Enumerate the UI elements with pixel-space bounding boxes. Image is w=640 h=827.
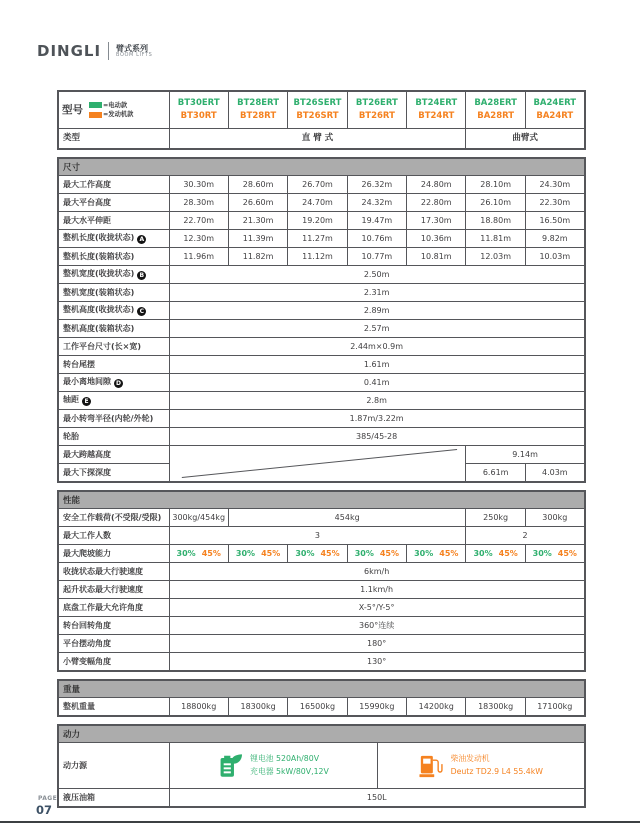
power-source-line: 充电器 5kW/80V,12V <box>250 766 329 776</box>
value-cell: 2.89m <box>169 302 585 320</box>
value-cell: 10.81m <box>407 248 466 266</box>
value-cell: 9.82m <box>525 230 584 248</box>
value-cell: 19.20m <box>288 212 347 230</box>
row-label: 整机宽度(装箱状态) <box>63 287 135 297</box>
spec-row <box>58 527 585 545</box>
value-cell: 18800kg <box>169 698 228 717</box>
spec-row <box>58 635 585 653</box>
value-cell: 22.30m <box>525 194 584 212</box>
power-source-line: 锂电池 520Ah/80V <box>250 754 320 764</box>
model-cell <box>288 91 347 129</box>
grade-electric: 30% <box>295 548 315 558</box>
value-cell: 10.77m <box>347 248 406 266</box>
row-label-cell <box>58 266 169 284</box>
row-label-cell <box>58 194 169 212</box>
spec-row <box>58 446 585 464</box>
row-label: 转台尾摆 <box>63 359 95 369</box>
footer-rule <box>0 821 640 823</box>
value-cell: 2.8m <box>169 392 585 410</box>
row-label: 安全工作载荷(不受限/受限) <box>63 512 162 522</box>
power-source-cell <box>169 743 377 789</box>
gradeability-cell <box>288 545 347 563</box>
grade-electric: 30% <box>532 548 552 558</box>
value-cell: 11.81m <box>466 230 525 248</box>
value-cell: 12.03m <box>466 248 525 266</box>
value-cell: 0.41m <box>169 374 585 392</box>
row-label-cell <box>58 338 169 356</box>
model-name-engine: BA28RT <box>477 111 515 121</box>
model-cell <box>407 91 466 129</box>
row-label: 整机高度(装箱状态) <box>63 323 135 333</box>
model-cell <box>169 91 228 129</box>
value-cell: 21.30m <box>228 212 287 230</box>
gradeability-cell <box>466 545 525 563</box>
model-name-engine: BT28RT <box>240 111 277 121</box>
value-cell: 1.1km/h <box>169 581 585 599</box>
grade-engine: 45% <box>557 548 577 558</box>
spec-row <box>58 509 585 527</box>
model-name-electric: BT30ERT <box>177 98 220 109</box>
grade-engine: 45% <box>379 548 400 558</box>
row-label-cell <box>58 527 169 545</box>
power-source-electric <box>172 753 375 778</box>
dimension-badge-E: E <box>82 397 91 406</box>
gradeability-cell <box>228 545 287 563</box>
model-name-electric: BT26ERT <box>355 98 398 109</box>
model-name-electric: BT24ERT <box>415 98 458 109</box>
row-label: 动力源 <box>63 760 87 770</box>
row-label-cell <box>58 617 169 635</box>
series-title-en: BOOM LIFTS <box>116 51 153 58</box>
grade-engine: 45% <box>498 548 518 558</box>
row-label-cell <box>58 410 169 428</box>
power-source-text <box>451 753 543 778</box>
row-label: 平台摆动角度 <box>63 638 111 648</box>
grade-engine: 45% <box>320 548 340 558</box>
grade-electric: 30% <box>414 548 434 558</box>
model-legend <box>89 102 133 118</box>
value-cell: 10.03m <box>525 248 584 266</box>
row-label: 收拢状态最大行驶速度 <box>63 566 143 576</box>
value-cell: 17100kg <box>525 698 584 717</box>
row-label-cell <box>58 509 169 527</box>
row-label-cell <box>58 230 169 248</box>
row-label: 轴距 <box>63 394 79 404</box>
row-label-cell <box>58 356 169 374</box>
value-cell: 180° <box>169 635 585 653</box>
dingli-logo: DINGLI <box>37 42 102 60</box>
value-cell: 250kg <box>466 509 525 527</box>
model-label-cell <box>58 91 169 129</box>
value-cell: 1.61m <box>169 356 585 374</box>
gradeability-cell <box>169 545 228 563</box>
row-label-cell <box>58 545 169 563</box>
dimension-badge-B: B <box>137 271 146 280</box>
row-label: 整机重量 <box>63 701 95 711</box>
row-label: 转台回转角度 <box>63 620 111 630</box>
spec-row <box>58 428 585 446</box>
grade-electric: 30% <box>354 548 374 558</box>
spec-row <box>58 284 585 302</box>
row-label: 最大水平伸距 <box>63 215 111 225</box>
section-header-row <box>58 680 585 698</box>
spec-row <box>58 356 585 374</box>
spec-row <box>58 563 585 581</box>
value-cell: 28.10m <box>466 176 525 194</box>
value-cell: 11.96m <box>169 248 228 266</box>
spec-row <box>58 743 585 789</box>
spec-row <box>58 545 585 563</box>
model-cell <box>525 91 584 129</box>
value-cell: 11.27m <box>288 230 347 248</box>
value-cell: 30.30m <box>169 176 228 194</box>
model-name-engine: BA24RT <box>536 111 574 121</box>
spec-row <box>58 653 585 672</box>
spec-row <box>58 410 585 428</box>
strikethrough-diagonal-line <box>170 446 466 481</box>
brand-header <box>37 42 152 60</box>
row-label: 最大爬坡能力 <box>63 548 111 558</box>
value-cell: 18300kg <box>466 698 525 717</box>
engine-swatch <box>89 112 102 118</box>
value-cell: 2.50m <box>169 266 585 284</box>
power-source-line: Deutz TD2.9 L4 55.4kW <box>450 766 543 776</box>
row-label: 起升状态最大行驶速度 <box>63 584 143 594</box>
value-cell: 14200kg <box>407 698 466 717</box>
model-cell <box>228 91 287 129</box>
row-label-cell <box>58 248 169 266</box>
value-cell: 12.30m <box>169 230 228 248</box>
row-label: 类型 <box>58 129 169 150</box>
model-name-electric: BA24ERT <box>533 98 577 109</box>
row-label: 底盘工作最大允许角度 <box>63 602 143 612</box>
row-label-cell <box>58 374 169 392</box>
spec-row <box>58 789 585 808</box>
value-cell: 2.31m <box>169 284 585 302</box>
boom-type-cell: 曲臂式 <box>466 129 585 150</box>
value-cell: X-5°/Y-5° <box>169 599 585 617</box>
value-cell: 9.14m <box>466 446 585 464</box>
value-cell: 385/45-28 <box>169 428 585 446</box>
value-cell: 6km/h <box>169 563 585 581</box>
grade-engine: 45% <box>201 548 221 558</box>
gradeability-cell <box>407 545 466 563</box>
spec-row <box>58 617 585 635</box>
value-cell: 22.80m <box>407 194 466 212</box>
row-label-cell <box>58 284 169 302</box>
value-cell: 18300kg <box>228 698 287 717</box>
spec-row <box>58 176 585 194</box>
row-label: 整机长度(收拢状态) <box>63 232 135 242</box>
type-row <box>58 129 585 150</box>
section-header-row <box>58 491 585 509</box>
row-label-cell <box>58 789 169 808</box>
gradeability-cell <box>525 545 584 563</box>
brand-divider <box>108 42 109 60</box>
spec-row <box>58 320 585 338</box>
dimension-badge-C: C <box>137 307 146 316</box>
value-cell: 10.36m <box>407 230 466 248</box>
spec-row <box>58 581 585 599</box>
value-cell: 26.32m <box>347 176 406 194</box>
value-cell: 1.87m/3.22m <box>169 410 585 428</box>
spec-row <box>58 194 585 212</box>
value-cell: 26.70m <box>288 176 347 194</box>
legend-label: =电动款 <box>103 101 128 109</box>
spec-tables <box>57 90 584 815</box>
boom-type-cell: 直 臂 式 <box>169 129 466 150</box>
row-label: 整机宽度(收拢状态) <box>63 268 135 278</box>
legend-item <box>89 102 133 109</box>
spec-row <box>58 230 585 248</box>
series-block <box>116 44 152 59</box>
row-label-cell <box>58 653 169 672</box>
power-source-line: 柴油发动机 <box>450 754 490 764</box>
grade-engine: 45% <box>261 548 281 558</box>
fuel-pump-icon <box>419 754 443 778</box>
row-label-cell <box>58 599 169 617</box>
value-cell: 454kg <box>228 509 466 527</box>
section-title: 动力 <box>58 725 585 743</box>
model-name-engine: BT24RT <box>418 111 455 121</box>
section-title: 性能 <box>58 491 585 509</box>
row-label-cell <box>58 392 169 410</box>
grade-electric: 30% <box>176 548 196 558</box>
section-dimensions <box>57 157 586 483</box>
section-power <box>57 724 586 808</box>
spec-row <box>58 374 585 392</box>
model-cell <box>347 91 406 129</box>
value-cell: 18.80m <box>466 212 525 230</box>
row-label: 最小离地间隙 <box>63 376 111 386</box>
model-label: 型号 <box>62 103 83 116</box>
row-label: 最大平台高度 <box>63 197 111 207</box>
power-source-text <box>250 753 329 778</box>
value-cell: 17.30m <box>407 212 466 230</box>
gradeability-cell <box>347 545 406 563</box>
row-label-cell <box>58 698 169 717</box>
value-cell: 22.70m <box>169 212 228 230</box>
row-label: 轮胎 <box>63 431 79 441</box>
value-cell: 300kg/454kg <box>169 509 228 527</box>
spec-row <box>58 266 585 284</box>
row-label: 最大跨越高度 <box>63 449 111 459</box>
row-label: 液压油箱 <box>63 792 95 802</box>
value-cell: 16.50m <box>525 212 584 230</box>
section-title: 重量 <box>58 680 585 698</box>
value-cell: 28.60m <box>228 176 287 194</box>
value-cell: 130° <box>169 653 585 672</box>
battery-leaf-icon <box>217 754 242 778</box>
row-label-cell <box>58 446 169 464</box>
row-label: 最小转弯半径(内轮/外轮) <box>63 413 154 423</box>
model-cell <box>466 91 525 129</box>
page-number: 07 <box>36 803 53 817</box>
power-source-engine <box>380 753 583 778</box>
model-name-electric: BT26SERT <box>293 98 342 109</box>
value-cell: 16500kg <box>288 698 347 717</box>
model-name-electric: BT28ERT <box>237 98 280 109</box>
row-label-cell <box>58 563 169 581</box>
value-cell: 150L <box>169 789 585 808</box>
value-cell: 11.12m <box>288 248 347 266</box>
model-name-engine: BT30RT <box>180 111 217 121</box>
grade-electric: 30% <box>235 548 256 558</box>
value-cell: 2 <box>466 527 585 545</box>
series-title-cn: 臂式系列 <box>116 43 149 53</box>
value-cell: 10.76m <box>347 230 406 248</box>
spec-row <box>58 212 585 230</box>
row-label-cell <box>58 320 169 338</box>
value-cell: 24.30m <box>525 176 584 194</box>
section-title: 尺寸 <box>58 158 585 176</box>
model-name-electric: BA28ERT <box>474 98 517 109</box>
dimension-badge-A: A <box>137 235 146 244</box>
spec-row <box>58 338 585 356</box>
power-source-cell <box>377 743 585 789</box>
value-cell: 360°连续 <box>169 617 585 635</box>
value-cell: 2.57m <box>169 320 585 338</box>
row-label-cell <box>58 212 169 230</box>
value-cell: 26.10m <box>466 194 525 212</box>
section-header-row <box>58 725 585 743</box>
spec-row <box>58 248 585 266</box>
row-label-cell <box>58 743 169 789</box>
page-label: PAGE <box>38 795 58 802</box>
value-cell: 6.61m <box>466 464 525 483</box>
grade-electric: 30% <box>473 548 493 558</box>
section-header-row <box>58 158 585 176</box>
value-cell: 15990kg <box>347 698 406 717</box>
spec-row <box>58 302 585 320</box>
model-name-engine: BT26SRT <box>296 111 339 121</box>
legend-label: =发动机款 <box>103 111 134 118</box>
value-cell: 11.39m <box>228 230 287 248</box>
row-label: 小臂变幅角度 <box>63 656 111 666</box>
dimension-badge-D: D <box>114 379 123 388</box>
row-label-cell <box>58 428 169 446</box>
model-name-engine: BT26RT <box>358 111 395 121</box>
value-cell: 28.30m <box>169 194 228 212</box>
grade-engine: 45% <box>439 548 459 558</box>
row-label-cell <box>58 302 169 320</box>
legend-item <box>89 111 133 118</box>
value-cell: 4.03m <box>525 464 584 483</box>
model-row <box>58 91 585 129</box>
value-cell: 11.82m <box>228 248 287 266</box>
value-cell: 19.47m <box>347 212 406 230</box>
value-cell: 3 <box>169 527 466 545</box>
model-header-table <box>57 90 586 150</box>
value-cell: 24.32m <box>347 194 406 212</box>
section-performance <box>57 490 586 672</box>
not-applicable-cell <box>169 446 466 483</box>
row-label: 最大工作人数 <box>63 530 111 540</box>
spec-row <box>58 392 585 410</box>
row-label-cell <box>58 176 169 194</box>
value-cell: 24.70m <box>288 194 347 212</box>
row-label: 整机高度(收拢状态) <box>63 304 135 314</box>
value-cell: 2.44m×0.9m <box>169 338 585 356</box>
row-label: 工作平台尺寸(长×宽) <box>63 341 142 351</box>
value-cell: 26.60m <box>228 194 287 212</box>
value-cell: 24.80m <box>407 176 466 194</box>
row-label: 整机长度(装箱状态) <box>63 251 135 261</box>
row-label-cell <box>58 635 169 653</box>
electric-swatch <box>89 102 102 108</box>
spec-row <box>58 698 585 717</box>
row-label: 最大工作高度 <box>63 179 111 189</box>
row-label-cell <box>58 464 169 483</box>
spec-row <box>58 599 585 617</box>
row-label-cell <box>58 581 169 599</box>
value-cell: 300kg <box>525 509 584 527</box>
section-weight <box>57 679 586 717</box>
row-label: 最大下探深度 <box>63 467 111 477</box>
